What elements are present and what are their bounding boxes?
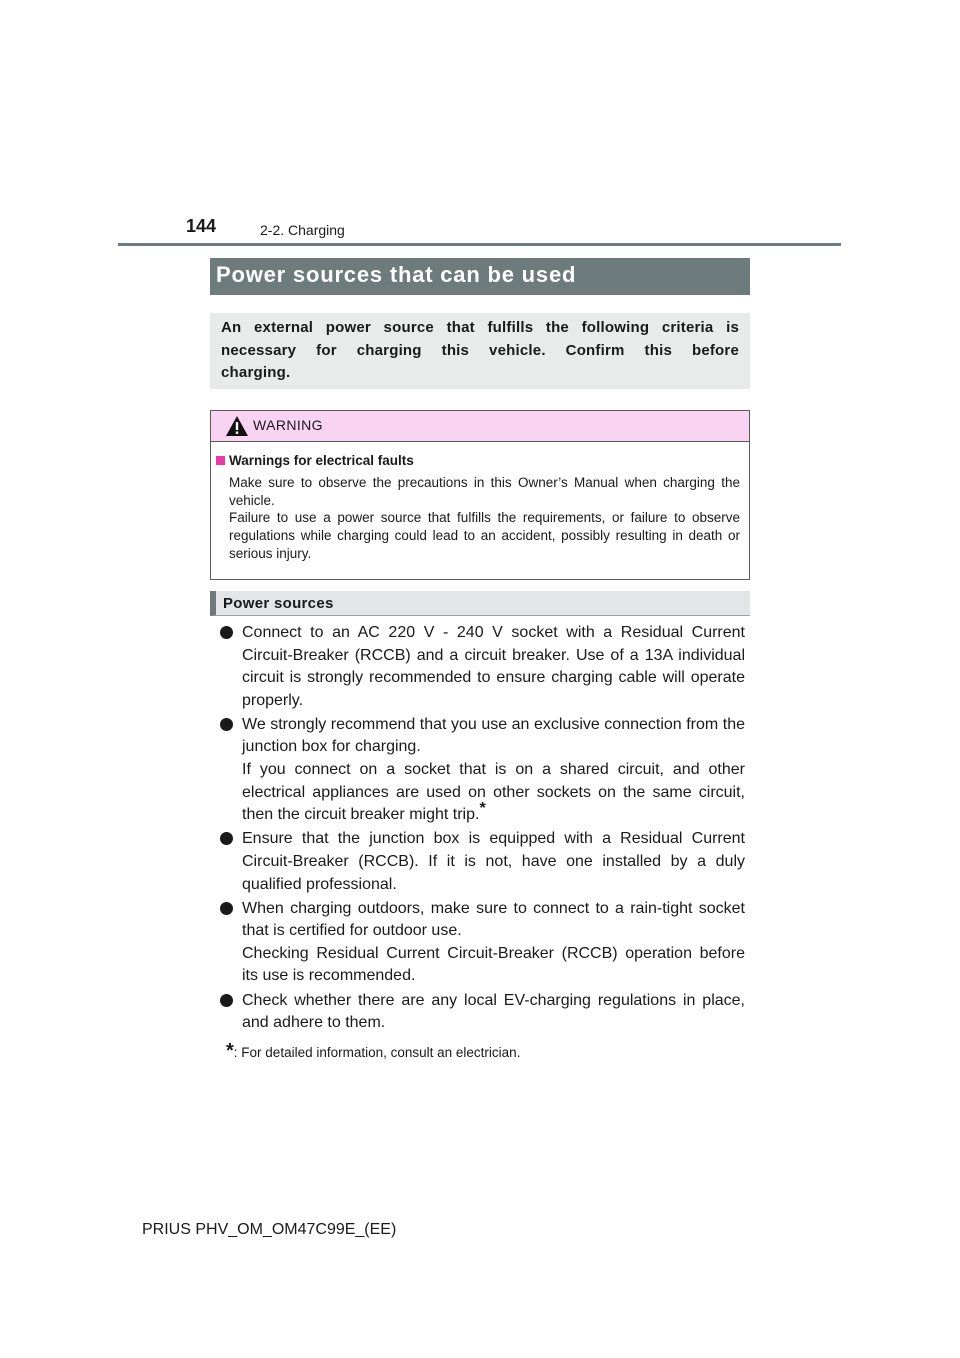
- list-item-text: We strongly recommend that you use an exclusive connection from the junction box for charging.: [242, 715, 745, 756]
- bullet-dot-icon: [220, 994, 233, 1007]
- warning-paragraph: Failure to use a power source that fulfills the requirements, or failure to observe regulations while charging could lead to an accident, possibly resulting in death or serious injury.: [229, 510, 740, 561]
- power-sources-list: [218, 622, 745, 1036]
- warning-text: [229, 474, 740, 563]
- header-rule: [118, 243, 841, 246]
- title-bar: [210, 258, 750, 295]
- list-item: [218, 990, 745, 1035]
- list-item-text: Check whether there are any local EV-charging regulations in place, and adhere to them.: [242, 991, 745, 1032]
- warning-header: [211, 411, 749, 442]
- page-number: 144: [186, 216, 217, 236]
- footnote-marker: *: [226, 1040, 234, 1062]
- list-item-text: Ensure that the junction box is equipped with a Residual Current Circuit-Breaker (RCCB). If it is not, have one installed by a duly qualified professional.: [242, 830, 745, 893]
- power-sources-heading-text: Power sources: [223, 595, 334, 612]
- warning-triangle-icon: [225, 415, 249, 437]
- bullet-dot-icon: [220, 718, 233, 731]
- bullet-dot-icon: [220, 626, 233, 639]
- list-item-text-span: If you connect on a socket that is on a shared circuit, and other electrical appliances are used on other sockets on the same circuit, then the circuit breaker might trip.: [242, 761, 745, 824]
- power-sources-heading: [210, 591, 750, 616]
- list-item-text: Checking Residual Current Circuit-Breaker (RCCB) operation before its use is recommended.: [242, 944, 745, 985]
- warning-label: WARNING: [253, 417, 323, 433]
- list-item: [218, 714, 745, 827]
- list-item: [218, 828, 745, 896]
- square-bullet-icon: [216, 456, 225, 465]
- warning-subheading-text: Warnings for electrical faults: [229, 453, 414, 468]
- bullet-dot-icon: [220, 902, 233, 915]
- footer-code: PRIUS PHV_OM_OM47C99E_(EE): [142, 1221, 397, 1238]
- list-item: [218, 898, 745, 988]
- footnote-marker: *: [479, 800, 486, 818]
- warning-subheading: [216, 453, 414, 468]
- bullet-dot-icon: [220, 832, 233, 845]
- section-label: 2-2. Charging: [260, 222, 345, 238]
- list-item-text: Connect to an AC 220 V - 240 V socket with a Residual Current Circuit-Breaker (RCCB) and a circuit breaker. Use of a 13A individual circuit is strongly recommended to ensure charging cable will operate properly.: [242, 624, 745, 709]
- list-item-text: When charging outdoors, make sure to connect to a rain-tight socket that is certified for outdoor use.: [242, 899, 745, 940]
- list-item: [218, 622, 745, 712]
- list-item-text: [242, 759, 745, 827]
- warning-paragraph: Make sure to observe the precautions in this Owner’s Manual when charging the vehicle.: [229, 475, 740, 508]
- warning-box: [210, 410, 750, 580]
- intro-box: An external power source that fulfills the following criteria is necessary for charging this vehicle. Confirm this before charging.: [210, 313, 750, 389]
- footnote-text: : For detailed information, consult an electrician.: [233, 1045, 521, 1060]
- footnote: [226, 1040, 520, 1063]
- page-title: Power sources that can be used: [216, 262, 577, 287]
